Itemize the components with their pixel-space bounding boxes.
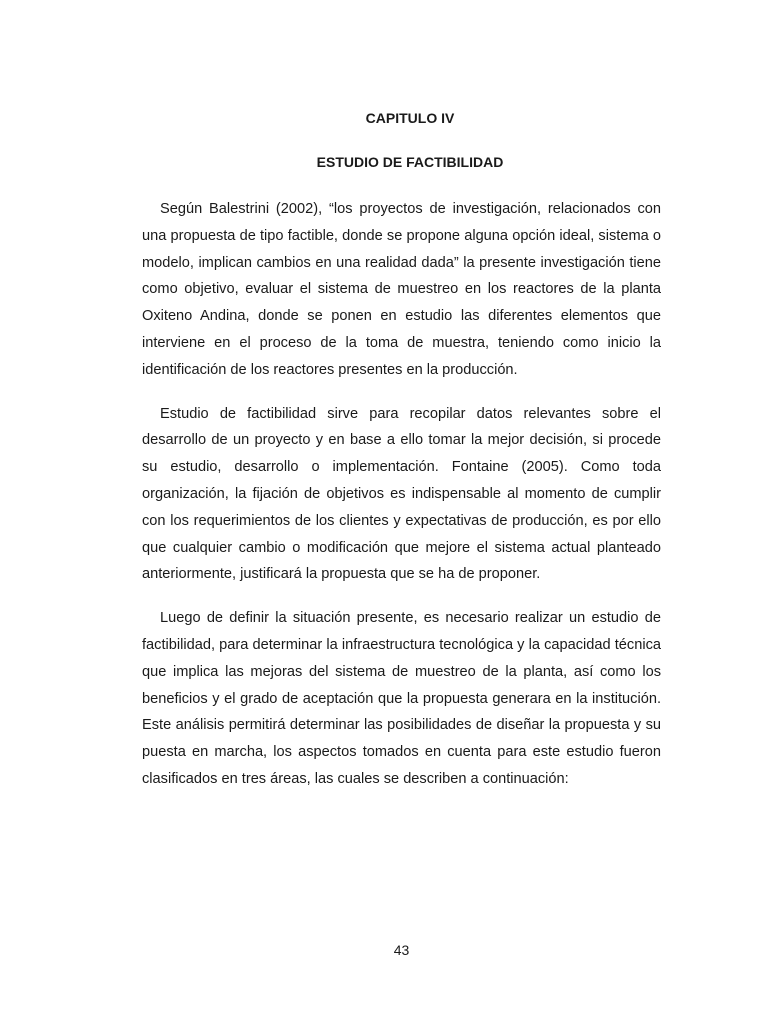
section-title: ESTUDIO DE FACTIBILIDAD xyxy=(316,154,504,170)
page-number: 43 xyxy=(393,942,410,958)
paragraph-3: Luego de definir la situación presente, es necesario realizar un estudio de factibilidad, para determinar la infraestructura tecnológica y la capacidad técnica que implica las mejoras del sistema de muestreo de la planta, así como los beneficios y el grado de aceptación que la propuesta generara en la institución. Este análisis permitirá determinar las posibilidades de diseñar la propuesta y su puesta en marcha, los aspectos tomados en cuenta para este estudio fueron clasificados en tres áreas, las cuales se describen a continuación: xyxy=(142,610,661,787)
body-text xyxy=(142,196,661,810)
paragraph-2: Estudio de factibilidad sirve para recopilar datos relevantes sobre el desarrollo de un proyecto y en base a ello tomar la mejor decisión, si procede su estudio, desarrollo o implementación. Fontaine (2005). Como toda organización, la fijación de objetivos es indispensable al momento de cumplir con los requerimientos de los clientes y expectativas de producción, es por ello que cualquier cambio o modificación que mejore el sistema actual planteado anteriormente, justificará la propuesta que se ha de proponer. xyxy=(142,405,661,583)
paragraph-1: Según Balestrini (2002), “los proyectos de investigación, relacionados con una propuesta de tipo factible, donde se propone alguna opción ideal, sistema o modelo, implican cambios en una realidad dada” la presente investigación tiene como objetivo, evaluar el sistema de muestreo en los reactores de la planta Oxiteno Andina, donde se ponen en estudio las diferentes elementos que interviene en el proceso de la toma de muestra, teniendo como inicio la identificación de los reactores presentes en la producción. xyxy=(142,201,661,378)
chapter-title: CAPITULO IV xyxy=(365,110,455,126)
